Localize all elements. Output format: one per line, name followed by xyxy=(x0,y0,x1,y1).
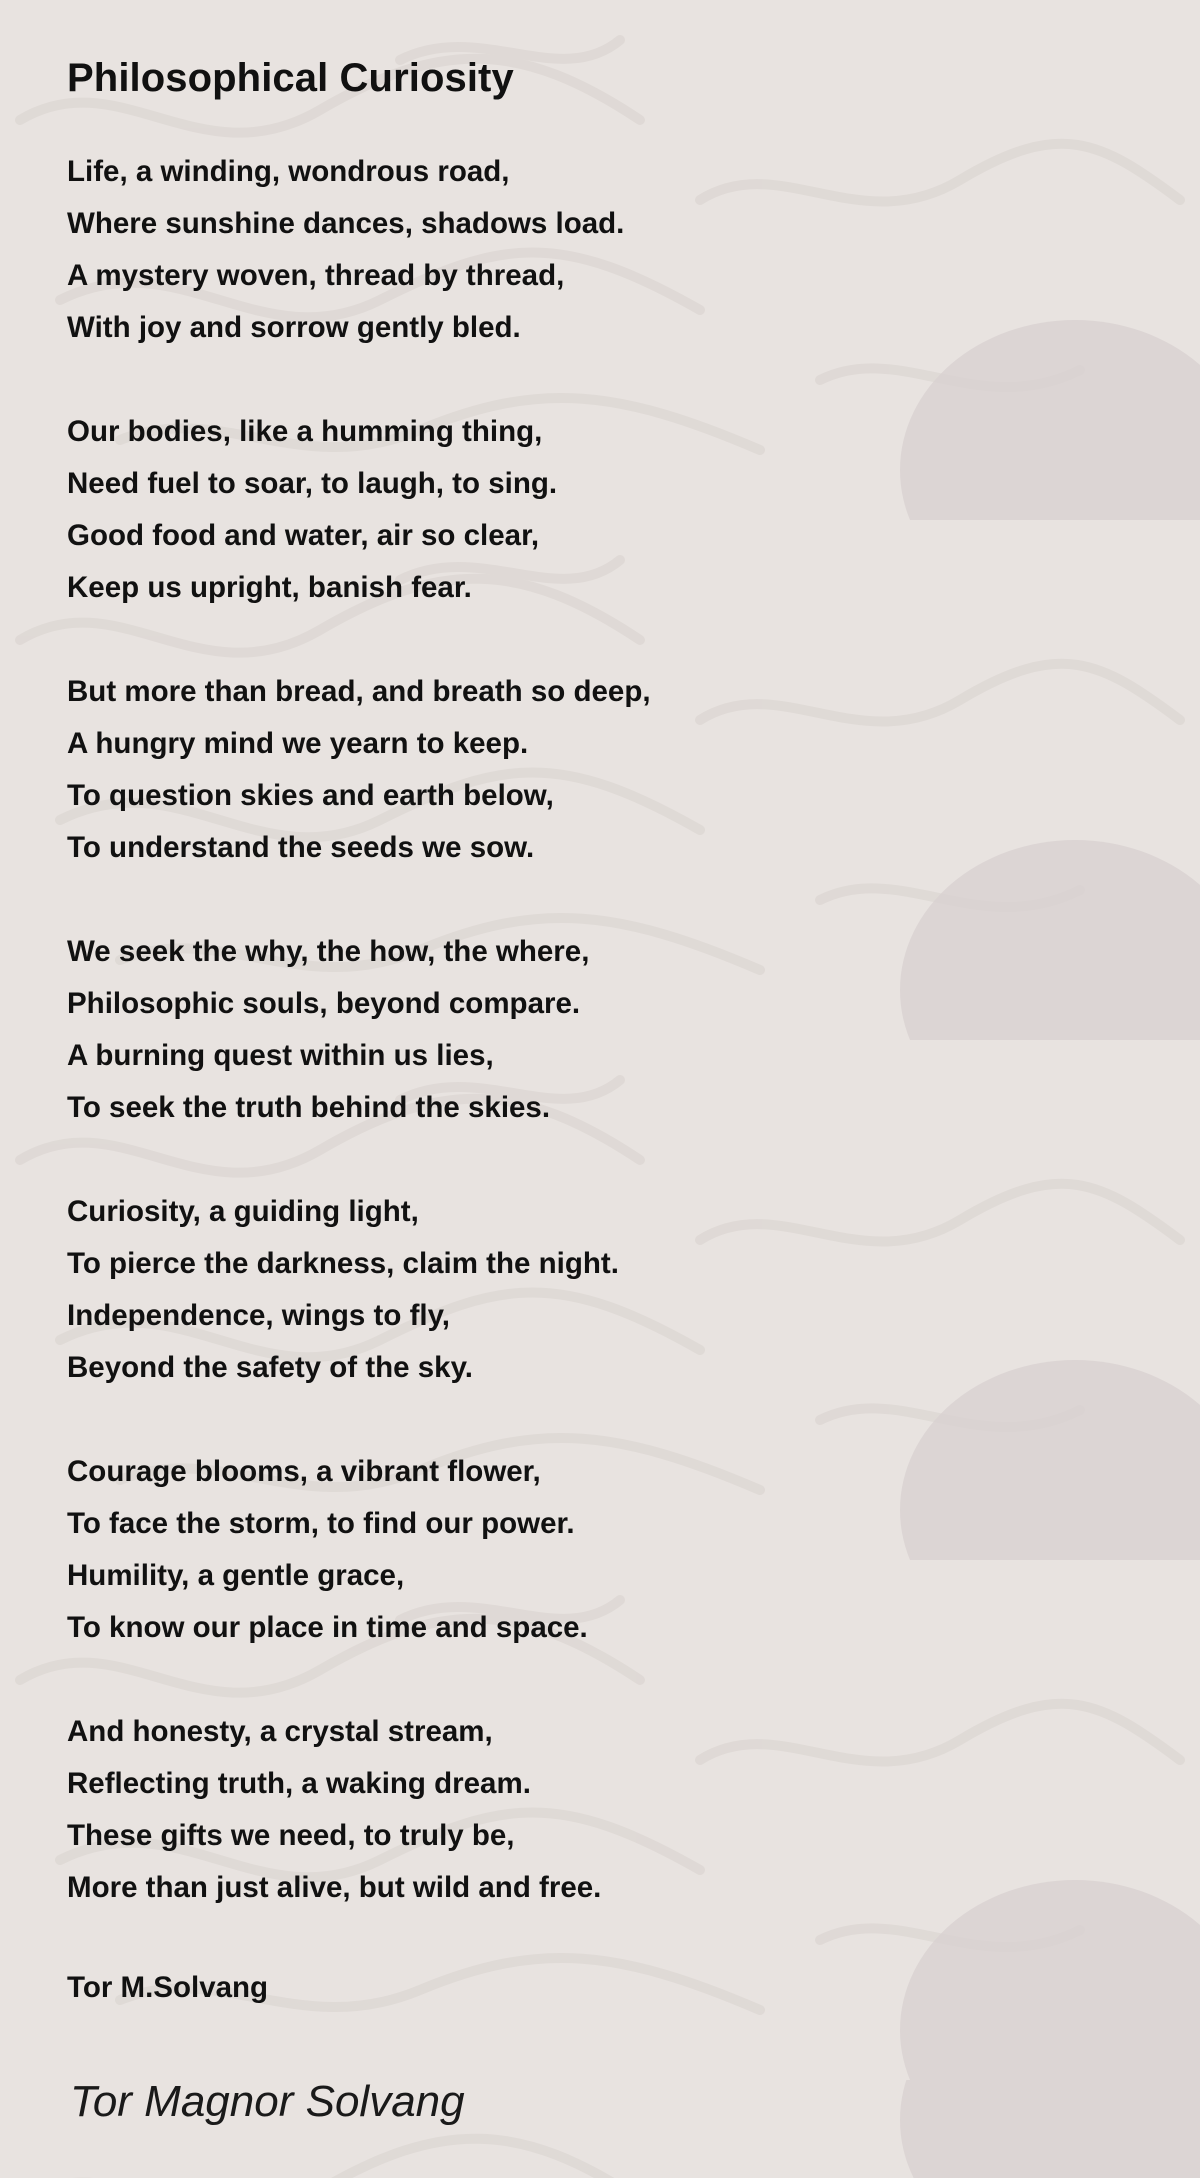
poem-line: With joy and sorrow gently bled. xyxy=(67,311,521,344)
stanza xyxy=(67,1446,1147,1654)
poem-line: More than just alive, but wild and free. xyxy=(67,1871,602,1904)
poem-line: Our bodies, like a humming thing, xyxy=(67,415,543,448)
poem-line: To pierce the darkness, claim the night. xyxy=(67,1247,619,1280)
poem-line: A burning quest within us lies, xyxy=(67,1039,494,1072)
poem-author: Tor M.Solvang xyxy=(67,1971,269,2004)
poem-line: Good food and water, air so clear, xyxy=(67,519,540,552)
poem-line: To understand the seeds we sow. xyxy=(67,831,535,864)
poem-line: And honesty, a crystal stream, xyxy=(67,1715,493,1748)
poem-line: A mystery woven, thread by thread, xyxy=(67,259,565,292)
stanza xyxy=(67,666,1147,874)
poem-line: Where sunshine dances, shadows load. xyxy=(67,207,625,240)
poem-line: A hungry mind we yearn to keep. xyxy=(67,727,529,760)
poem-line: These gifts we need, to truly be, xyxy=(67,1819,515,1852)
stanza xyxy=(67,1706,1147,1914)
poem-line: Reflecting truth, a waking dream. xyxy=(67,1767,531,1800)
stanza xyxy=(67,926,1147,1134)
poem-line: To question skies and earth below, xyxy=(67,779,554,812)
poem-line: Keep us upright, banish fear. xyxy=(67,571,472,604)
stanza xyxy=(67,146,1147,354)
poem-title: Philosophical Curiosity xyxy=(67,56,514,100)
poem-line: To seek the truth behind the skies. xyxy=(67,1091,551,1124)
poem-line: To face the storm, to find our power. xyxy=(67,1507,575,1540)
poem-line: Philosophic souls, beyond compare. xyxy=(67,987,581,1020)
poem-line: We seek the why, the how, the where, xyxy=(67,935,590,968)
stanza xyxy=(67,406,1147,614)
poem-line: Need fuel to soar, to laugh, to sing. xyxy=(67,467,558,500)
poem-container xyxy=(67,50,1147,2014)
poem-line: Beyond the safety of the sky. xyxy=(67,1351,473,1384)
author-signature: Tor Magnor Solvang xyxy=(70,2077,465,2126)
poem-line: Curiosity, a guiding light, xyxy=(67,1195,419,1228)
poem-line: To know our place in time and space. xyxy=(67,1611,588,1644)
poem-line: Courage blooms, a vibrant flower, xyxy=(67,1455,541,1488)
poem-line: Life, a winding, wondrous road, xyxy=(67,155,510,188)
poem-line: Humility, a gentle grace, xyxy=(67,1559,405,1592)
poem-line: Independence, wings to fly, xyxy=(67,1299,450,1332)
stanza xyxy=(67,1186,1147,1394)
poem-line: But more than bread, and breath so deep, xyxy=(67,675,651,708)
